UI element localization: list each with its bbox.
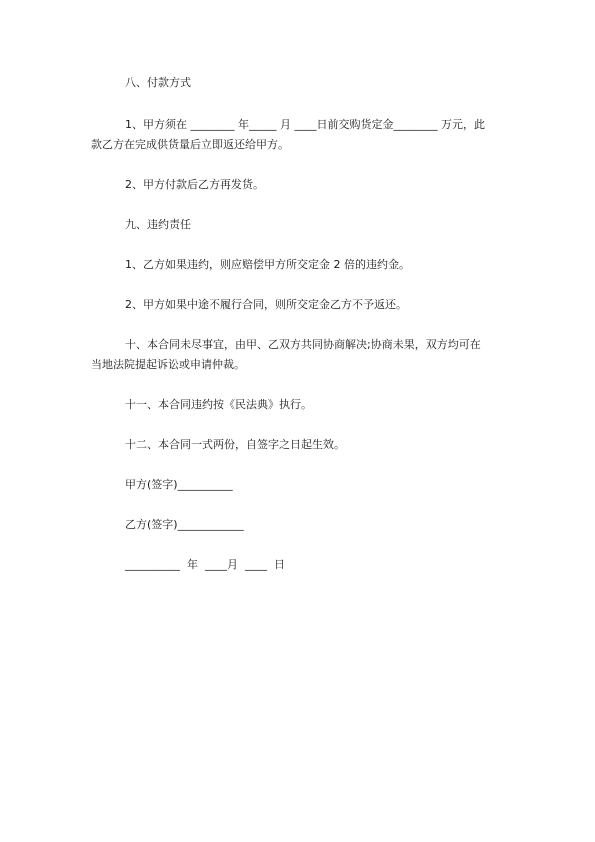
signature-party-a: 甲方(签字)__________ (125, 478, 233, 491)
signature-date: __________ 年 ____月 ____ 日 (125, 558, 285, 571)
section-9-item-1: 1、乙方如果违约，则应赔偿甲方所交定金 2 倍的违约金。 (125, 258, 410, 271)
section-11: 十一、本合同违约按《民法典》执行。 (125, 398, 312, 411)
section-8-item-1-line-1: 1、甲方须在 ________ 年_____ 月 ____日前交购货定金________ 万元，此 (125, 118, 485, 131)
section-9-heading: 九、违约责任 (125, 218, 191, 231)
section-9-item-2: 2、甲方如果中途不履行合同，则所交定金乙方不予返还。 (125, 298, 407, 311)
section-12: 十二、本合同一式两份，自签字之日起生效。 (125, 438, 345, 451)
section-8-heading: 八、付款方式 (125, 76, 191, 89)
section-8-item-1-line-2: 款乙方在完成供货量后立即返还给甲方。 (91, 138, 289, 151)
section-8-item-2: 2、甲方付款后乙方再发货。 (125, 178, 264, 191)
section-10-line-1: 十、本合同未尽事宜，由甲、乙双方共同协商解决;协商未果，双方均可在 (125, 338, 481, 351)
signature-party-b: 乙方(签字)____________ (125, 518, 244, 531)
section-10-line-2: 当地法院提起诉讼或申请仲裁。 (91, 358, 245, 371)
